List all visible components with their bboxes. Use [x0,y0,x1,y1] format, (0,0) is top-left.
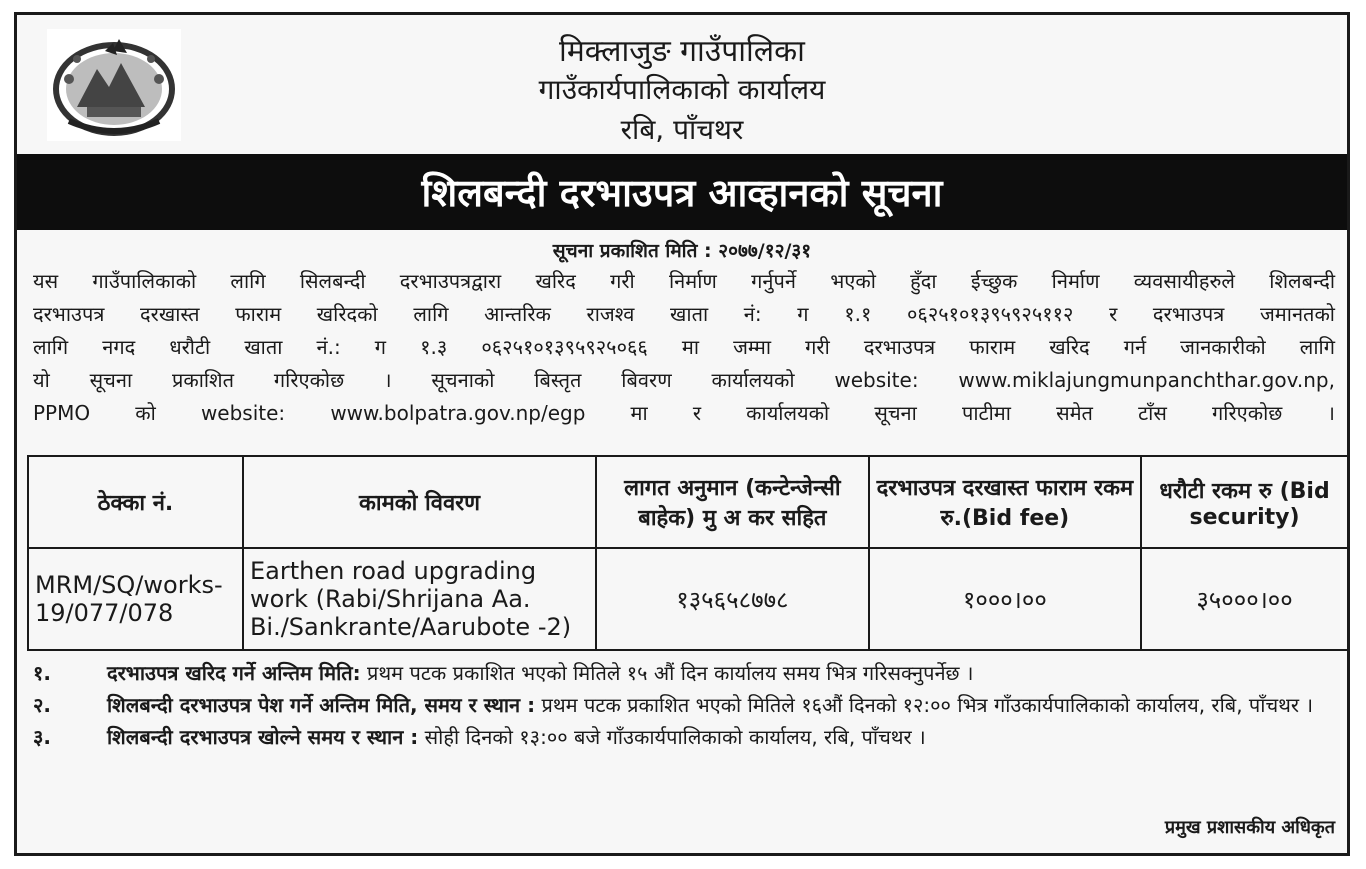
municipality-name: मिक्लाजुङ गाउँपालिका [559,34,805,69]
tender-notice [14,12,1350,856]
table-row [28,548,1348,650]
signatory-title: प्रमुख प्रशासकीय अधिकृत [1164,817,1335,838]
term-number: १. [33,661,51,685]
term-title: दरभाउपत्र खरिद गर्ने अन्तिम मिति: [107,661,361,685]
header-description: कामको विवरण [243,456,596,548]
cell-bid-fee: १०००।०० [869,548,1141,650]
list-item [33,657,1343,689]
table-header-row [28,456,1348,548]
notice-body [33,265,1335,430]
header-cost-estimate: लागत अनुमान (कन्टेन्जेन्सी बाहेक) मु अ कर सहित [596,456,868,548]
term-text: सोही दिनको १३:०० बजे गाँउकार्यपालिकाको कार्यालय, रबि, पाँचथर । [418,725,926,749]
list-item [33,689,1343,721]
term-title: शिलबन्दी दरभाउपत्र पेश गर्ने अन्तिम मिति, समय र स्थान : [107,693,536,717]
term-text: प्रथम पटक प्रकाशित भएको मितिले १६औं दिनको १२:०० भित्र गाँउकार्यपालिकाको कार्यालय, रबि, पाँचथर । [535,693,1314,717]
term-number: २. [33,693,51,717]
notice-title: शिलबन्दी दरभाउपत्र आव्हानको सूचना [421,171,943,215]
terms-list [33,657,1343,753]
office-location: रबि, पाँचथर [620,113,744,146]
body-line: यस गाउँपालिकाको लागि सिलबन्दी दरभाउपत्रद्वारा खरिद गरी निर्माण गर्नुपर्ने भएको हुँदा ईच्छुक निर्माण व्यवसायीहरुले शिलबन्दी [33,269,1335,293]
term-text: प्रथम पटक प्रकाशित भएको मितिले १५ औं दिन कार्यालय समय भित्र गरिसक्नुपर्नेछ । [360,661,974,685]
body-line: PPMO को website: www.bolpatra.gov.np/egp मा र कार्यालयको सूचना पाटीमा समेत टाँस गरिएकोछ । [33,401,1335,425]
term-number: ३. [33,725,51,749]
header-contract-no: ठेक्का नं. [28,456,243,548]
header-bid-fee: दरभाउपत्र दरखास्त फाराम रकम रु.(Bid fee) [869,456,1141,548]
body-line: लागि नगद धरौटी खाता नं.: ग १.३ ०६२५१०१३९५९२५०६६ मा जम्मा गरी दरभाउपत्र फाराम खरिद गर्न जानकारीको लागि [33,335,1335,359]
cell-bid-security: ३५०००।०० [1141,548,1348,650]
office-name: गाउँकार्यपालिकाको कार्यालय [538,73,826,106]
list-item [33,721,1343,753]
bid-table [27,455,1349,651]
cell-cost-estimate: १३५६५८७७८ [596,548,868,650]
header-bid-security: धरौटी रकम रु (Bid security) [1141,456,1348,548]
publication-date: सूचना प्रकाशित मिति : २०७७/१२/३१ [552,240,812,262]
term-title: शिलबन्दी दरभाउपत्र खोल्ने समय र स्थान : [107,725,419,749]
cell-contract-no: MRM/SQ/works-19/077/078 [28,548,243,650]
body-line: दरभाउपत्र दरखास्त फाराम खरिदको लागि आन्तरिक राजश्व खाता नं: ग १.१ ०६२५१०१३९५९२५११२ र दरभाउपत्र जमानतको [33,302,1335,326]
cell-description: Earthen road upgrading work (Rabi/Shrijana Aa. Bi./Sankrante/Aarubote -2) [243,548,596,650]
notice-title-banner [17,154,1347,230]
body-line: यो सूचना प्रकाशित गरिएकोछ । सूचनाको बिस्तृत बिवरण कार्यालयको website: www.miklajungmunpanchthar.gov.np, [33,368,1335,392]
